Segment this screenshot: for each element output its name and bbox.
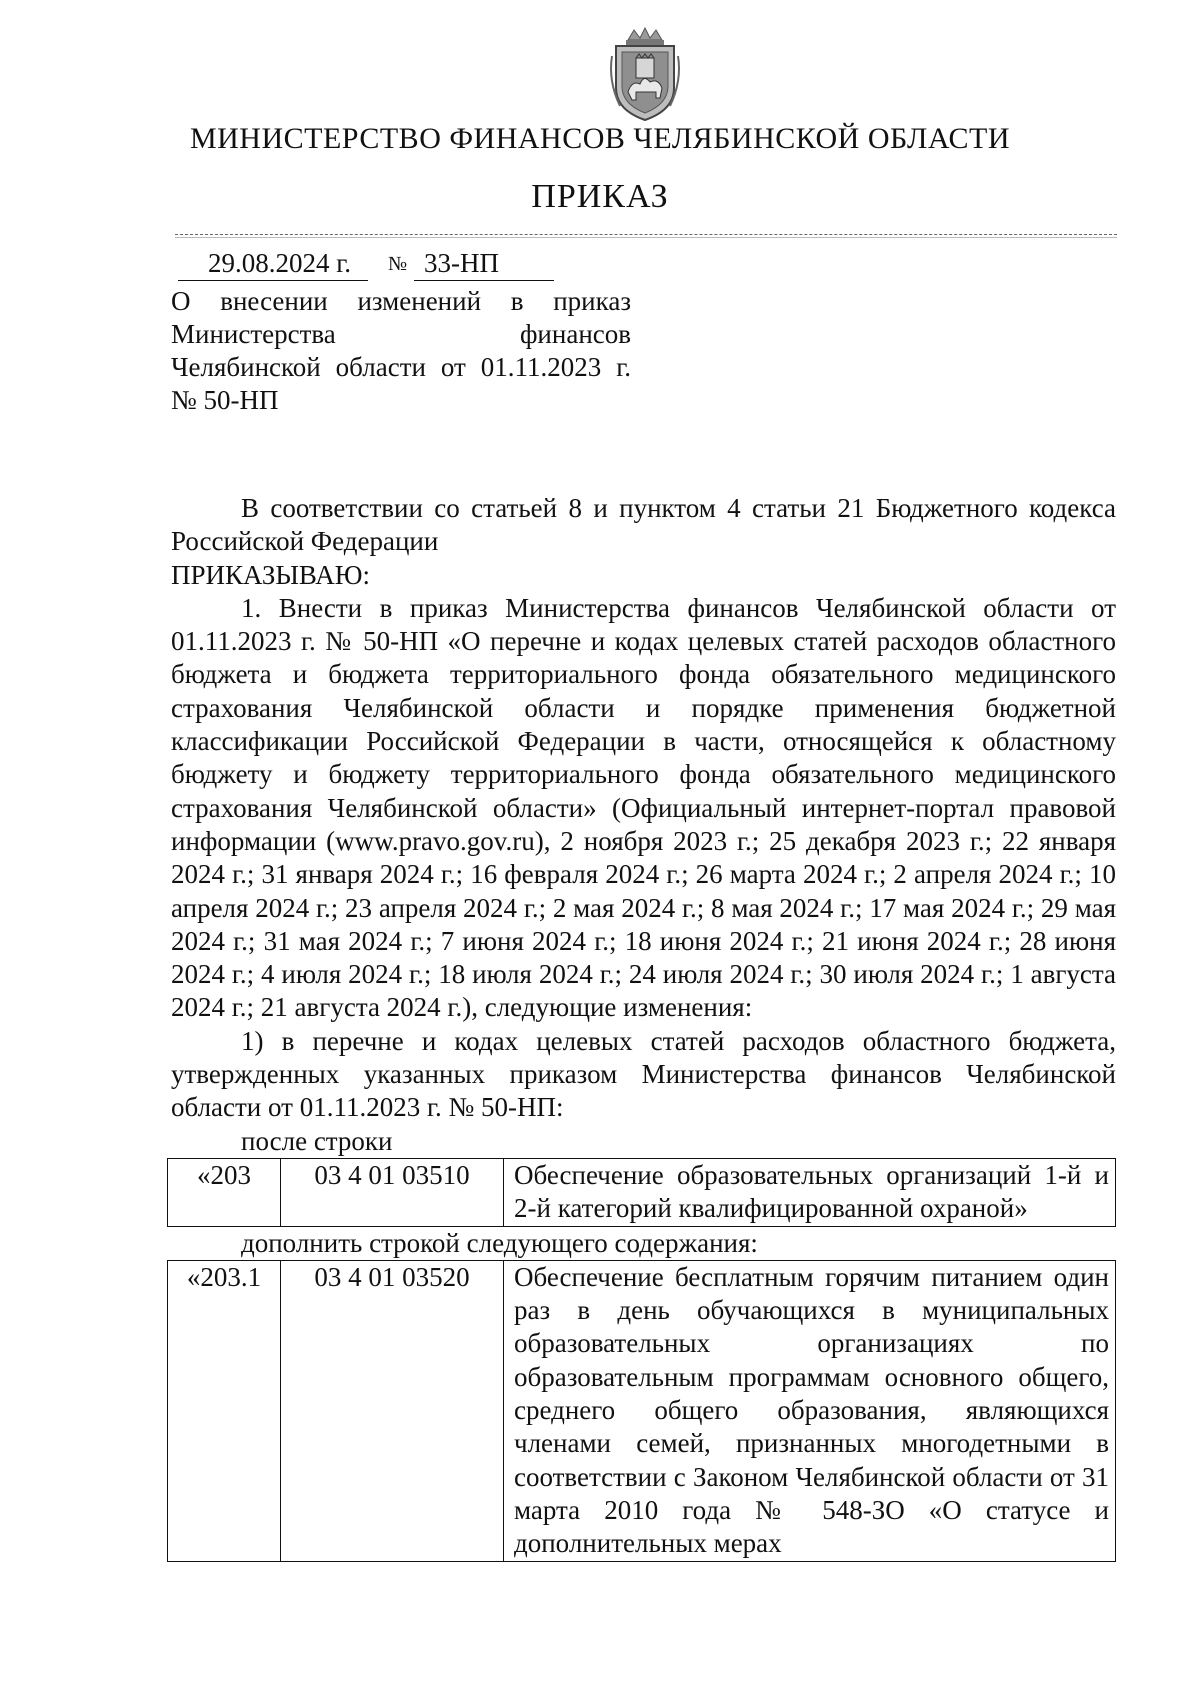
existing-row-table — [167, 1158, 1116, 1227]
coat-of-arms-icon — [606, 26, 684, 122]
order-word: ПРИКАЗЫВАЮ: — [171, 559, 370, 590]
ministry-name: МИНИСТЕРСТВО ФИНАНСОВ ЧЕЛЯБИНСКОЙ ОБЛАСТИ — [189, 122, 1011, 155]
number-underline — [414, 280, 554, 281]
order-date: 29.08.2024 г. — [208, 248, 352, 278]
add-row-label: дополнить строкой следующего содержания: — [241, 1227, 758, 1258]
after-row-label: после строки — [241, 1125, 393, 1156]
date-underline — [178, 280, 368, 281]
subject-line: Челябинской области от 01.11.2023 г. — [171, 352, 631, 382]
header-divider-secondary — [175, 237, 1117, 238]
subject-line: № 50-НП — [171, 385, 279, 415]
new-row-table — [167, 1260, 1116, 1562]
row-number-cell: «203.1 — [168, 1260, 281, 1561]
subitem-1-paragraph: 1) в перечне и кодах целевых статей расходов областного бюджета, утвержденных указанных приказом Министерства финансов Челябинской области от 01.11.2023 г. № 50-НП: — [171, 1025, 1116, 1123]
row-description-cell: Обеспечение бесплатным горячим питанием один раз в день обучающихся в муниципальных образовательных организациях по образовательным программам основного общего, среднего общего образования, являющихся членами семей, признанных многодетными в соответствии с Законом Челябинской области от 31 марта 2010 года № 548-ЗО «О статусе и дополнительных мерах — [504, 1260, 1116, 1561]
row-code-cell: 03 4 01 03520 — [281, 1260, 504, 1561]
item-1-paragraph: 1. Внести в приказ Министерства финансов Челябинской области от 01.11.2023 г. № 50-НП «О перечне и кодах целевых статей расходов областного бюджета и бюджета территориального фонда обязательного медицинского страхования Челябинской области и порядке применения бюджетной классификации Российской Федерации в части, относящейся к областному бюджету и бюджету территориального фонда обязательного медицинского страхования Челябинской области» (Официальный интернет-портал правовой информации (www.pravo.gov.ru), 2 ноября 2023 г.; 25 декабря 2023 г.; 22 января 2024 г.; 31 января 2024 г.; 16 февраля 2024 г.; 26 марта 2024 г.; 2 апреля 2024 г.; 10 апреля 2024 г.; 23 апреля 2024 г.; 2 мая 2024 г.; 8 мая 2024 г.; 17 мая 2024 г.; 29 мая 2024 г.; 31 мая 2024 г.; 7 июня 2024 г.; 18 июня 2024 г.; 21 июня 2024 г.; 28 июня 2024 г.; 4 июля 2024 г.; 18 июля 2024 г.; 24 июля 2024 г.; 30 июля 2024 г.; 1 августа 2024 г.; 21 августа 2024 г.), следующие изменения: — [171, 592, 1116, 1023]
row-description-cell: Обеспечение образовательных организаций 1-й и 2-й категорий квалифицированной охраной» — [504, 1158, 1116, 1226]
table-row — [168, 1260, 1116, 1561]
document-type: ПРИКАЗ — [531, 178, 669, 215]
order-number: 33-НП — [424, 248, 499, 278]
order-body — [171, 492, 1116, 1562]
number-sign: № — [388, 253, 408, 275]
row-code-cell: 03 4 01 03510 — [281, 1158, 504, 1226]
header-divider — [175, 234, 1117, 235]
subject-line: О внесении изменений в приказ — [171, 286, 631, 316]
subject-line: Министерства финансов — [171, 319, 631, 349]
table-row — [168, 1158, 1116, 1226]
order-subject — [171, 285, 631, 417]
row-number-cell: «203 — [168, 1158, 281, 1226]
preamble-paragraph: В соответствии со статьей 8 и пунктом 4 статьи 21 Бюджетного кодекса Российской Федерации — [171, 493, 1116, 557]
